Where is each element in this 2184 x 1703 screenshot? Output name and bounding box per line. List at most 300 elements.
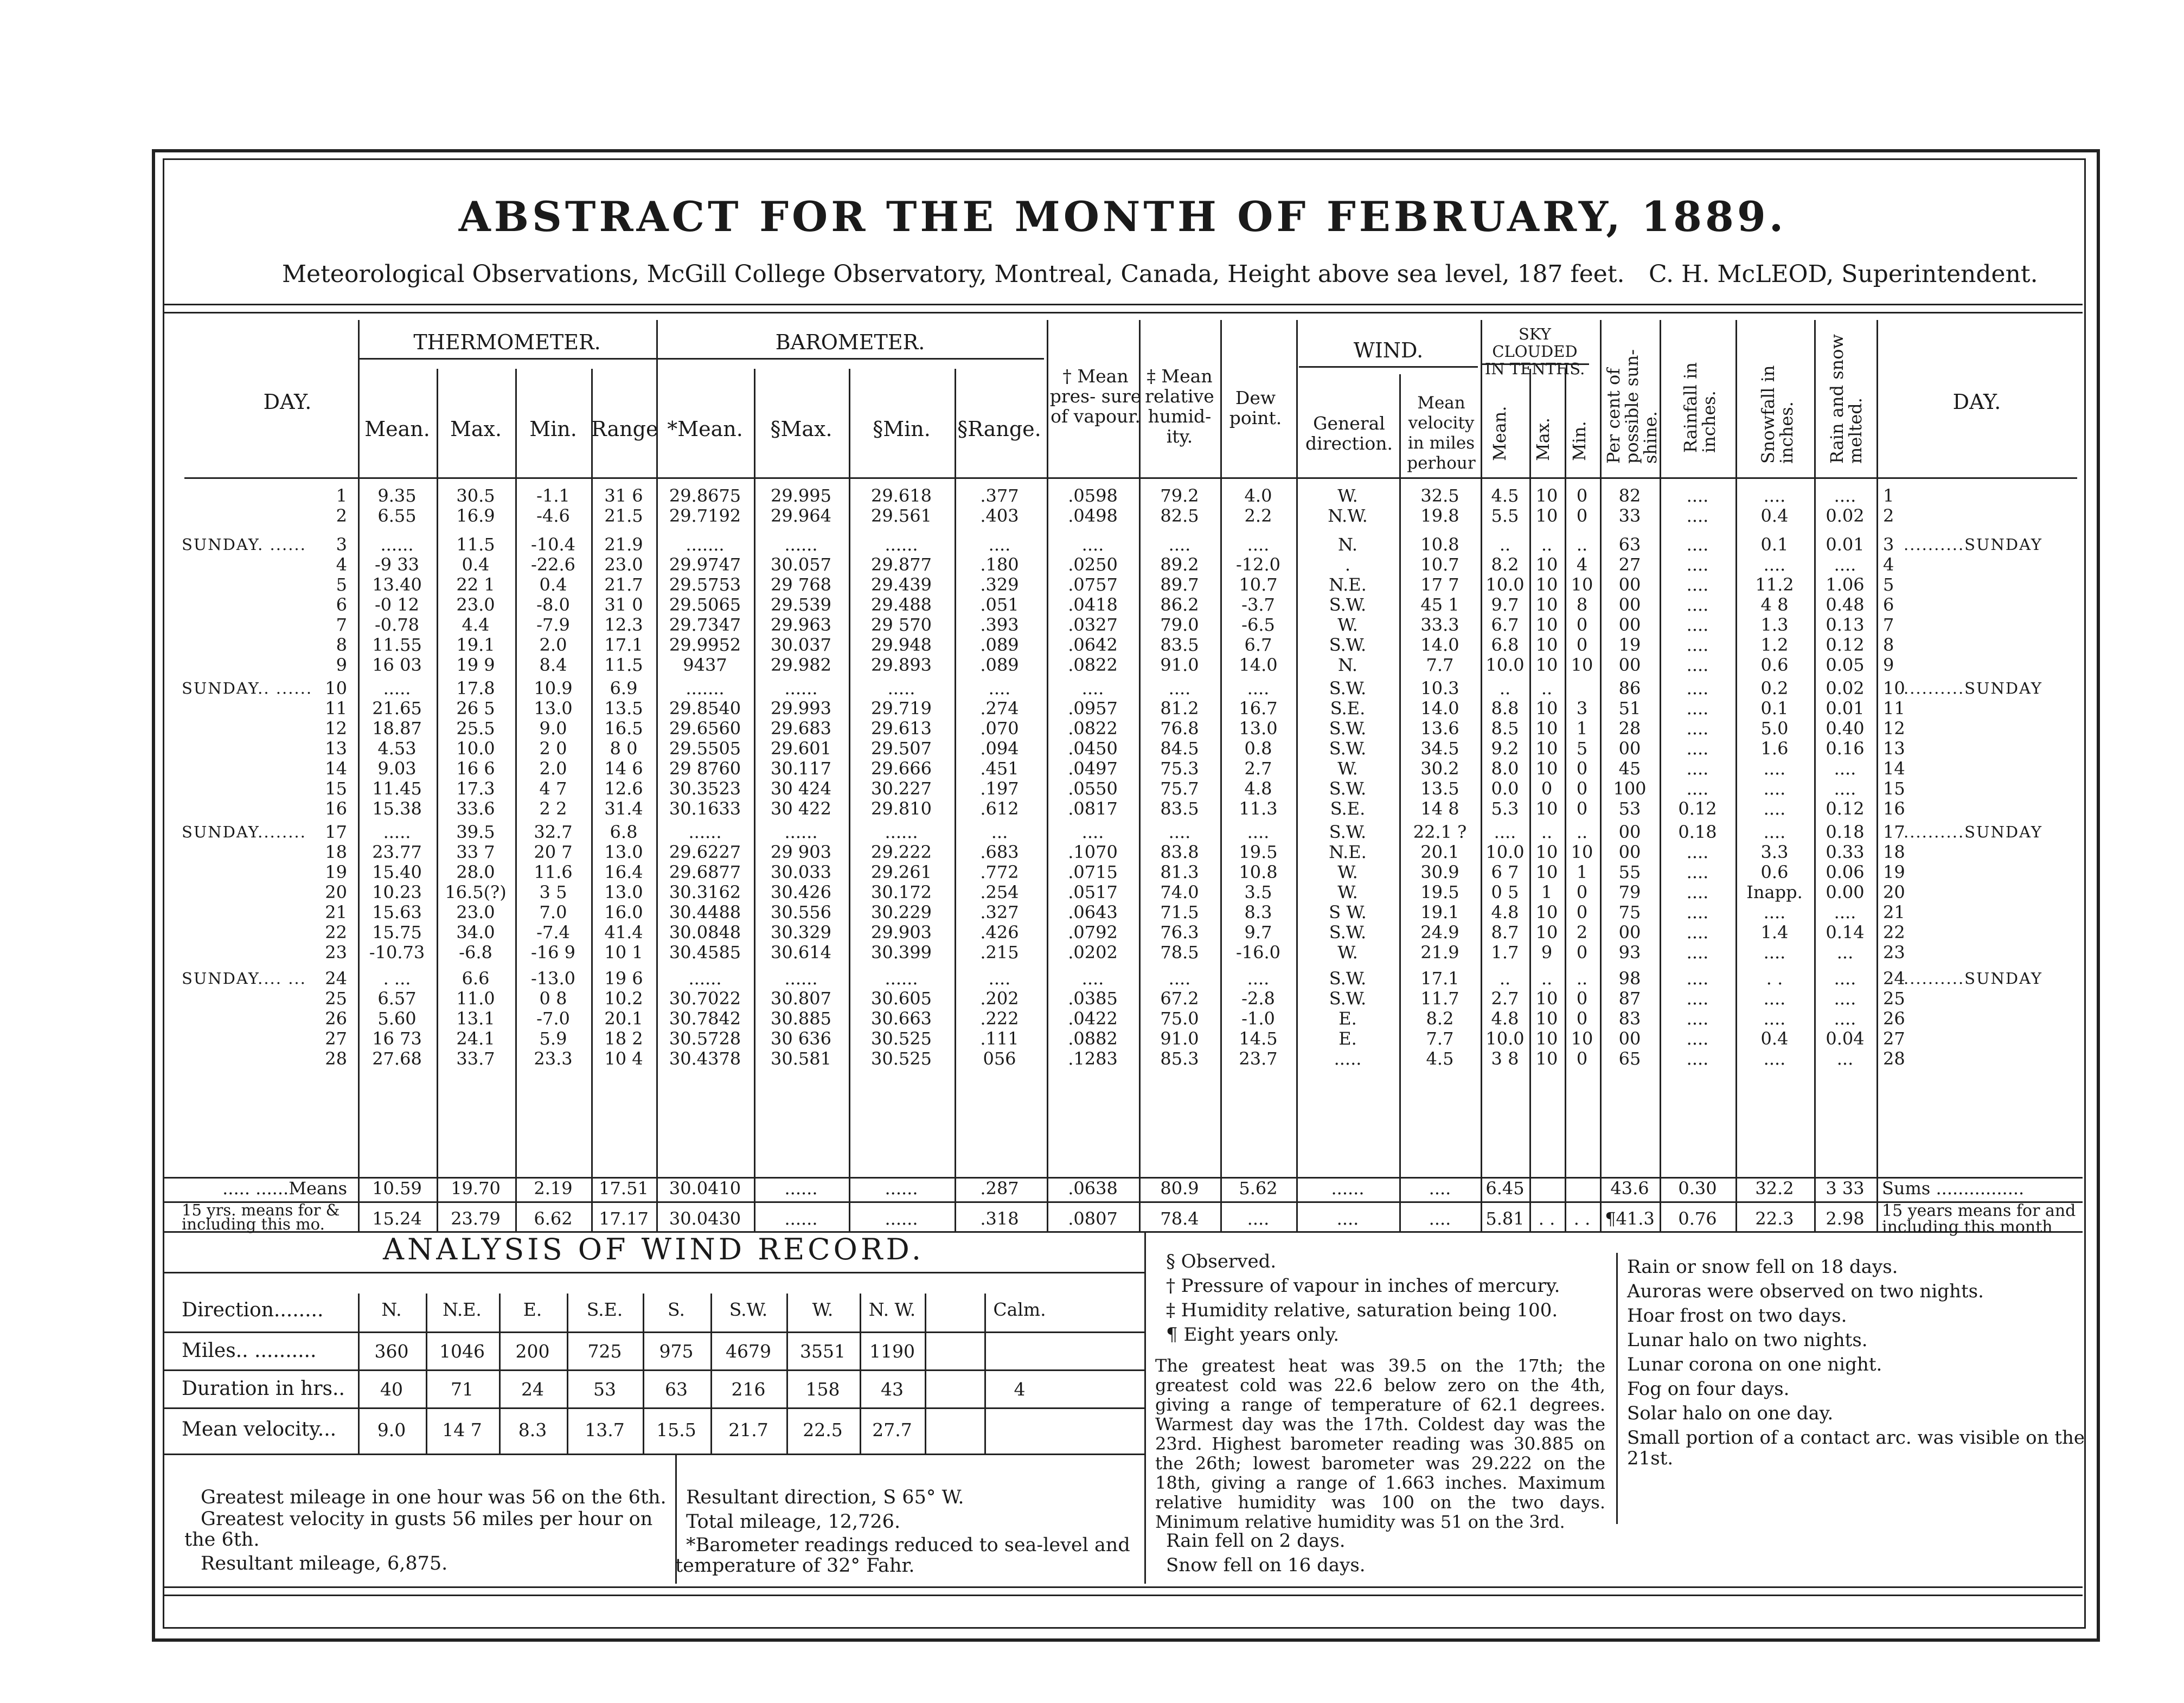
row-bmax: ...... — [784, 534, 818, 555]
row-tmax: 39.5 — [456, 822, 495, 842]
row-skn: 10 — [1571, 574, 1593, 595]
row-vap: .0822 — [1068, 718, 1118, 739]
row-day-number-right: 11 — [1883, 698, 1905, 719]
row-hum: 83.8 — [1160, 842, 1199, 862]
means-trange: 17.51 — [599, 1178, 649, 1199]
row-bmean: 29.5065 — [669, 594, 741, 615]
row-bmax: 30 636 — [771, 1028, 831, 1049]
title-rule — [163, 304, 2083, 305]
row-wdir: S.W. — [1329, 988, 1367, 1009]
row-bmin: ...... — [885, 534, 918, 555]
row-tmin: -7.4 — [536, 922, 570, 943]
row-bmax: 29.995 — [771, 485, 831, 506]
row-sun: 55 — [1618, 862, 1641, 882]
row-skx: 10 — [1535, 862, 1558, 882]
bottom-rule — [163, 1586, 2083, 1588]
row-hum: 76.3 — [1160, 922, 1199, 943]
row-tmax: -6.8 — [459, 942, 492, 963]
wind-miles-cell: 200 — [515, 1341, 550, 1362]
row-tmean: -0.78 — [374, 614, 420, 635]
row-tmax: 16.5(?) — [445, 882, 507, 902]
row-dew: 14.0 — [1239, 655, 1278, 675]
row-wvel: 11.7 — [1420, 988, 1459, 1009]
subtitle-superintendent: C. H. McLEOD, Superintendent. — [1649, 260, 2038, 288]
row-skm: 4.8 — [1491, 902, 1519, 923]
row-tmin: -10.4 — [530, 534, 576, 555]
row-day-number: 18 — [325, 842, 347, 862]
row-dew: 2.2 — [1244, 505, 1272, 526]
yrmeans-wvel: .... — [1429, 1208, 1451, 1229]
row-tmean: ...... — [380, 534, 414, 555]
wind-directions-cell: S.W. — [729, 1299, 768, 1320]
row-tmin: 0 8 — [539, 988, 567, 1009]
row-melt: 0.05 — [1826, 655, 1865, 675]
row-melt: ... — [1836, 1048, 1854, 1069]
row-melt: 0.00 — [1826, 882, 1865, 902]
row-brange: .451 — [980, 758, 1019, 779]
header-snowfall: Snowfall in inches. — [1758, 365, 1797, 464]
row-tmax: 10.0 — [456, 738, 495, 759]
header-baro-min: §Min. — [873, 417, 931, 441]
row-dew: 10.7 — [1239, 574, 1278, 595]
row-dew: 4.0 — [1244, 485, 1272, 506]
row-sun: 00 — [1618, 574, 1641, 595]
note-greatest-velocity-cont: the 6th. — [184, 1529, 260, 1551]
row-hum: 84.5 — [1160, 738, 1199, 759]
row-skm: 2.7 — [1491, 988, 1519, 1009]
row-skn: 8 — [1576, 594, 1588, 615]
row-day-number: 2 — [336, 505, 347, 526]
row-snow: 5.0 — [1760, 718, 1789, 739]
row-skm: 9.2 — [1491, 738, 1519, 759]
wind-col-rule — [426, 1294, 427, 1454]
row-rain: .... — [1686, 1048, 1709, 1069]
wind-directions-cell: N. W. — [868, 1299, 916, 1320]
wind-col-rule — [984, 1294, 986, 1454]
row-skx: 10 — [1535, 1008, 1558, 1029]
means-rain: 0.30 — [1678, 1178, 1717, 1199]
row-wvel: 19.8 — [1420, 505, 1459, 526]
row-bmin: 29.810 — [871, 798, 932, 819]
summary-rain-days: Rain fell on 2 days. — [1166, 1530, 1346, 1552]
col-rule — [437, 369, 438, 1231]
row-tmin: -7.9 — [536, 614, 570, 635]
row-skm: 1.7 — [1491, 942, 1519, 963]
row-tmax: 33.7 — [456, 1048, 495, 1069]
row-wvel: 8.2 — [1426, 1008, 1454, 1029]
col-rule — [1481, 320, 1482, 1231]
row-hum: .... — [1168, 534, 1191, 555]
row-day-number-right: 22 — [1883, 922, 1905, 943]
row-brange: .393 — [980, 614, 1019, 635]
row-day-number: 4 — [336, 554, 347, 575]
row-rain: .... — [1686, 738, 1709, 759]
note-barometer-reduction: *Barometer readings reduced to sea-level and — [686, 1534, 1130, 1556]
row-wdir: W. — [1337, 882, 1358, 902]
row-tmin: 3 5 — [539, 882, 567, 902]
row-melt: ... — [1836, 942, 1854, 963]
row-snow: 0.1 — [1760, 534, 1789, 555]
row-wdir: S.W. — [1329, 678, 1367, 699]
row-snow: 11.2 — [1755, 574, 1794, 595]
row-vap: .0517 — [1068, 882, 1118, 902]
row-melt: 0.12 — [1826, 798, 1865, 819]
row-wvel: 30.2 — [1420, 758, 1459, 779]
col-rule — [1600, 320, 1602, 1231]
header-baro-mean: *Mean. — [667, 417, 743, 441]
wind-directions-cell: N.E. — [443, 1299, 482, 1320]
row-snow: .... — [1763, 988, 1786, 1009]
row-snow: 1.4 — [1760, 922, 1789, 943]
row-day-number: 25 — [325, 988, 347, 1009]
row-brange: .... — [988, 534, 1011, 555]
row-dew: -12.0 — [1235, 554, 1281, 575]
row-melt: .... — [1834, 968, 1856, 989]
row-wdir: S.W. — [1329, 778, 1367, 799]
row-wdir: S.W. — [1329, 822, 1367, 842]
means-bmin: ...... — [885, 1178, 918, 1199]
wind-col-rule — [358, 1294, 360, 1454]
row-sunday-label: SUNDAY.. ...... — [182, 679, 313, 697]
row-hum: .... — [1168, 968, 1191, 989]
row-hum: 85.3 — [1160, 1048, 1199, 1069]
row-vap: .0418 — [1068, 594, 1118, 615]
wind-col-rule — [925, 1294, 926, 1454]
row-wvel: 7.7 — [1426, 1028, 1454, 1049]
row-tmean: -10.73 — [369, 942, 425, 963]
row-melt: 0.18 — [1826, 822, 1865, 842]
row-bmax: 30.581 — [771, 1048, 831, 1069]
row-bmin: 29.903 — [871, 922, 932, 943]
row-bmax: 30.057 — [771, 554, 831, 575]
wind-directions-cell: W. — [812, 1299, 834, 1320]
header-therm-min: Min. — [529, 417, 577, 441]
row-day-number-right: 5 — [1883, 574, 1894, 595]
row-wdir: E. — [1338, 1028, 1357, 1049]
right-note: Fog on four days. — [1627, 1378, 1790, 1400]
row-day-number: 17 — [325, 822, 347, 842]
yrmeans-vap: .0807 — [1068, 1208, 1118, 1229]
row-rain: .... — [1686, 758, 1709, 779]
row-bmax: 30.117 — [771, 758, 831, 779]
row-skn: 1 — [1576, 862, 1588, 882]
row-day-number: 8 — [336, 635, 347, 655]
row-trange: 10.2 — [604, 988, 643, 1009]
row-rain: .... — [1686, 485, 1709, 506]
row-sun: 75 — [1618, 902, 1641, 923]
header-humidity: ‡ Mean relative humid- ity. — [1145, 366, 1214, 447]
row-bmin: 29.488 — [871, 594, 932, 615]
row-tmean: 11.45 — [372, 778, 422, 799]
row-sun: 93 — [1618, 942, 1641, 963]
row-wdir: N.W. — [1328, 505, 1368, 526]
wind-duration-cell: 24 — [521, 1379, 544, 1400]
row-sun: 98 — [1618, 968, 1641, 989]
yrmeans-skm: 5.81 — [1485, 1208, 1525, 1229]
right-note: Auroras were observed on two nights. — [1627, 1281, 1984, 1302]
wind-velocity-cell: 14 7 — [442, 1419, 482, 1440]
row-bmax: 30.614 — [771, 942, 831, 963]
row-bmax: 30.033 — [771, 862, 831, 882]
row-sun: 86 — [1618, 678, 1641, 699]
row-tmean: 9.03 — [377, 758, 417, 779]
row-skn: 3 — [1576, 698, 1588, 719]
row-wdir: N.E. — [1329, 574, 1367, 595]
row-day-number-right: 8 — [1883, 635, 1894, 655]
row-vap: .1070 — [1068, 842, 1118, 862]
col-rule — [1529, 369, 1531, 1231]
row-bmean: 29.9952 — [669, 635, 741, 655]
header-day: DAY. — [263, 390, 312, 414]
row-tmin: 11.6 — [534, 862, 573, 882]
row-day-number-right: 15 — [1883, 778, 1905, 799]
row-day-number: 22 — [325, 922, 347, 943]
col-rule — [1399, 374, 1401, 1231]
wind-duration-label: Duration in hrs.. — [182, 1378, 345, 1400]
row-skx: .. — [1541, 534, 1553, 555]
row-day-number: 16 — [325, 798, 347, 819]
row-bmax: 29.963 — [771, 614, 831, 635]
wind-velocity-cell: 27.7 — [872, 1419, 912, 1440]
row-bmean: 9437 — [683, 655, 727, 675]
row-hum: 79.0 — [1160, 614, 1199, 635]
row-hum: 81.3 — [1160, 862, 1199, 882]
row-skm: .. — [1499, 678, 1511, 699]
row-vap: .0450 — [1068, 738, 1118, 759]
row-tmean: 10.23 — [372, 882, 422, 902]
row-day-number-right: 2 — [1883, 505, 1894, 526]
row-bmin: 30.229 — [871, 902, 932, 923]
row-day-number-right: 24 — [1883, 968, 1905, 989]
row-bmin: 29.666 — [871, 758, 932, 779]
row-tmean: 23.77 — [372, 842, 422, 862]
wind-miles-cell: 360 — [374, 1341, 409, 1362]
row-melt: 0.01 — [1826, 698, 1865, 719]
row-rain: 0.18 — [1678, 822, 1717, 842]
row-melt: .... — [1834, 554, 1856, 575]
row-dew: 6.7 — [1244, 635, 1272, 655]
row-bmean: ....... — [686, 678, 725, 699]
notes-split-rule — [1144, 1231, 1146, 1584]
row-bmean: 29.6227 — [669, 842, 741, 862]
row-melt: 0.13 — [1826, 614, 1865, 635]
right-note: Small portion of a contact arc. was visible on the — [1627, 1427, 2085, 1449]
row-bmax: 29.964 — [771, 505, 831, 526]
row-tmin: 13.0 — [534, 698, 573, 719]
row-tmax: 17.8 — [456, 678, 495, 699]
row-sun: 53 — [1618, 798, 1641, 819]
row-skn: 0 — [1576, 778, 1588, 799]
row-tmax: 16.9 — [456, 505, 495, 526]
row-dew: 9.7 — [1244, 922, 1272, 943]
row-bmax: 29 768 — [771, 574, 831, 595]
wind-directions-cell: E. — [523, 1299, 542, 1320]
col-rule — [1565, 369, 1566, 1231]
row-sun: 19 — [1618, 635, 1641, 655]
row-skn: 1 — [1576, 718, 1588, 739]
row-dew: -3.7 — [1241, 594, 1275, 615]
row-tmean: 6.55 — [377, 505, 417, 526]
row-brange: ... — [991, 822, 1008, 842]
row-skn: 0 — [1576, 614, 1588, 635]
row-tmin: 0.4 — [539, 574, 567, 595]
wind-table-top-rule — [163, 1272, 1144, 1273]
row-wdir: ..... — [1334, 1048, 1362, 1069]
row-wvel: 34.5 — [1420, 738, 1459, 759]
means-bmean: 30.0410 — [669, 1178, 741, 1199]
row-skn: 5 — [1576, 738, 1588, 759]
row-sun: 65 — [1618, 1048, 1641, 1069]
row-skx: 10 — [1535, 988, 1558, 1009]
col-rule — [1876, 320, 1878, 1231]
header-sky-mean: Mean. — [1489, 406, 1510, 461]
row-brange: .329 — [980, 574, 1019, 595]
row-skn: 0 — [1576, 942, 1588, 963]
row-sun: 00 — [1618, 1028, 1641, 1049]
row-day-number-right: 10 — [1883, 678, 1905, 699]
row-hum: 83.5 — [1160, 635, 1199, 655]
row-sunday-label: SUNDAY.... ... — [182, 969, 306, 988]
row-skx: 10 — [1535, 698, 1558, 719]
row-snow: .... — [1763, 1008, 1786, 1029]
subtitle-observations: Meteorological Observations, McGill College Observatory, Montreal, Canada, Height above sea level, 187 feet. — [282, 260, 1625, 288]
row-hum: 67.2 — [1160, 988, 1199, 1009]
row-skm: 8.7 — [1491, 922, 1519, 943]
row-skx: 10 — [1535, 594, 1558, 615]
row-day-number: 5 — [336, 574, 347, 595]
row-dew: 13.0 — [1239, 718, 1278, 739]
row-tmin: 5.9 — [539, 1028, 567, 1049]
row-skn: 4 — [1576, 554, 1588, 575]
wind-duration-cell: 216 — [731, 1379, 766, 1400]
row-skm: 6.8 — [1491, 635, 1519, 655]
row-day-number-right: 27 — [1883, 1028, 1905, 1049]
row-skx: 10 — [1535, 635, 1558, 655]
row-snow: .... — [1763, 778, 1786, 799]
row-wdir: W. — [1337, 758, 1358, 779]
row-vap: .1283 — [1068, 1048, 1118, 1069]
row-rain: .... — [1686, 902, 1709, 923]
row-tmin: -4.6 — [536, 505, 570, 526]
row-tmean: 16 03 — [372, 655, 422, 675]
row-snow: 3.3 — [1760, 842, 1789, 862]
row-rain: 0.12 — [1678, 798, 1717, 819]
row-brange: .254 — [980, 882, 1019, 902]
row-snow: .... — [1763, 758, 1786, 779]
row-wvel: 10.8 — [1420, 534, 1459, 555]
row-sunday-label: SUNDAY........ — [182, 823, 306, 841]
row-wdir: W. — [1337, 485, 1358, 506]
row-day-number: 14 — [325, 758, 347, 779]
row-snow: .... — [1763, 942, 1786, 963]
row-bmean: 30.4488 — [669, 902, 741, 923]
row-rain: .... — [1686, 942, 1709, 963]
row-tmean: 5.60 — [377, 1008, 417, 1029]
row-day-number: 15 — [325, 778, 347, 799]
row-skx: 0 — [1541, 778, 1553, 799]
footnote-eight-years: ¶ Eight years only. — [1166, 1324, 1340, 1346]
row-day-number: 1 — [336, 485, 347, 506]
means-melt: 3 33 — [1826, 1178, 1865, 1199]
row-bmean: 29.6877 — [669, 862, 741, 882]
row-melt: .... — [1834, 758, 1856, 779]
row-rain: .... — [1686, 614, 1709, 635]
wind-miles-cell: 4679 — [726, 1341, 771, 1362]
row-vap: .0498 — [1068, 505, 1118, 526]
row-rain: .... — [1686, 842, 1709, 862]
row-wdir: W. — [1337, 942, 1358, 963]
row-trange: 10 4 — [604, 1048, 643, 1069]
row-skn: 10 — [1571, 655, 1593, 675]
row-vap: .... — [1081, 534, 1104, 555]
row-day-number: 27 — [325, 1028, 347, 1049]
row-melt: 0.16 — [1826, 738, 1865, 759]
row-bmin: 29.613 — [871, 718, 932, 739]
header-sky-clouded: SKY CLOUDED IN TENTHS. — [1484, 325, 1585, 378]
row-trange: 16.5 — [604, 718, 643, 739]
row-dew: -2.8 — [1241, 988, 1275, 1009]
col-rule — [849, 369, 850, 1231]
note-barometer-reduction-cont: temperature of 32° Fahr. — [675, 1555, 915, 1577]
row-tmin: 2.0 — [539, 635, 567, 655]
row-bmax: 29.993 — [771, 698, 831, 719]
row-skx: 10 — [1535, 505, 1558, 526]
col-rule — [515, 369, 517, 1231]
yrmeans-melt: 2.98 — [1826, 1208, 1865, 1229]
row-melt: 0.04 — [1826, 1028, 1865, 1049]
row-wdir: S.W. — [1329, 922, 1367, 943]
row-skm: 0.0 — [1491, 778, 1519, 799]
note-greatest-velocity: Greatest velocity in gusts 56 miles per hour on — [201, 1508, 653, 1530]
wind-miles-cell: 3551 — [800, 1341, 846, 1362]
row-skn: 0 — [1576, 798, 1588, 819]
row-skx: 10 — [1535, 758, 1558, 779]
row-brange: .202 — [980, 988, 1019, 1009]
row-skx: 10 — [1535, 922, 1558, 943]
row-sun: 83 — [1618, 1008, 1641, 1029]
row-hum: 76.8 — [1160, 718, 1199, 739]
row-dew: 23.7 — [1239, 1048, 1278, 1069]
header-bottom-rule — [184, 477, 2077, 479]
row-tmax: 28.0 — [456, 862, 495, 882]
row-vap: .0817 — [1068, 798, 1118, 819]
row-bmean: 29.6560 — [669, 718, 741, 739]
wind-duration-cell: 71 — [451, 1379, 473, 1400]
row-vap: .0792 — [1068, 922, 1118, 943]
row-bmax: 30.556 — [771, 902, 831, 923]
row-skm: 8.8 — [1491, 698, 1519, 719]
row-skm: 10.0 — [1485, 655, 1525, 675]
wind-duration-cell: 63 — [665, 1379, 688, 1400]
row-hum: 79.2 — [1160, 485, 1199, 506]
row-wdir: S.W. — [1329, 968, 1367, 989]
note-resultant-direction: Resultant direction, S 65° W. — [686, 1487, 964, 1508]
row-dew: 3.5 — [1244, 882, 1272, 902]
yrmeans-skn: . . — [1573, 1208, 1591, 1229]
row-wdir: S.W. — [1329, 594, 1367, 615]
row-tmax: 30.5 — [456, 485, 495, 506]
row-skx: 10 — [1535, 1028, 1558, 1049]
row-bmean: 30.5728 — [669, 1028, 741, 1049]
row-vap: .0497 — [1068, 758, 1118, 779]
means-bmax: ...... — [784, 1178, 818, 1199]
yrmeans-brange: .318 — [980, 1208, 1019, 1229]
wind-velocity-cell: 15.5 — [656, 1419, 696, 1440]
row-sunday-label-right: ..........SUNDAY — [1904, 679, 2043, 697]
row-day-number-right: 19 — [1883, 862, 1905, 882]
row-tmin: 2 2 — [539, 798, 567, 819]
row-tmin: 20 7 — [534, 842, 573, 862]
